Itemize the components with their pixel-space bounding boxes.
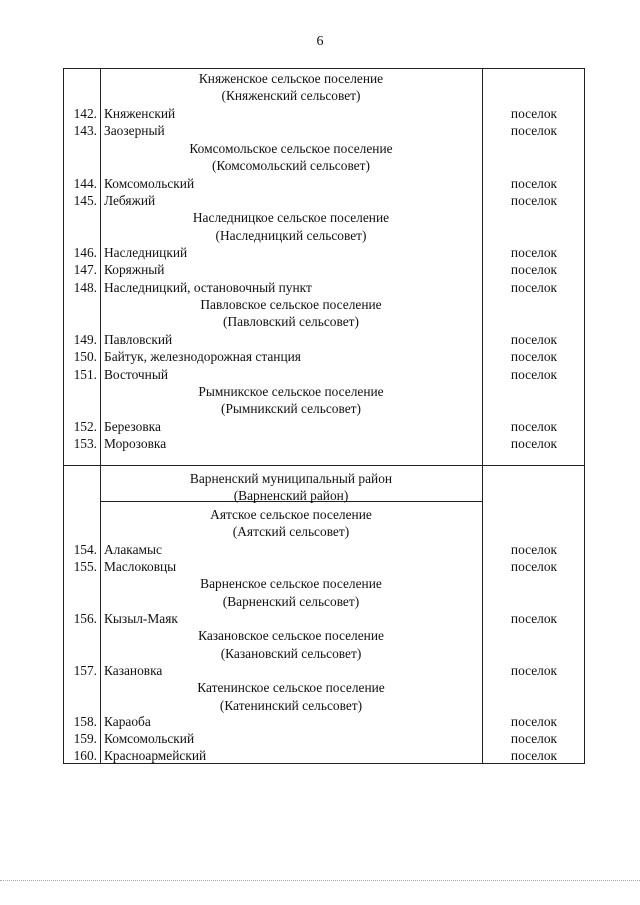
- row-name: Наследницкий: [104, 245, 188, 260]
- settlement-heading: Варненское сельское поселение: [200, 576, 382, 591]
- table-row: [0, 175, 640, 192]
- settlement-subheading: (Аятский сельсовет): [232, 524, 350, 539]
- row-type: поселок: [510, 542, 558, 557]
- table-row: [0, 105, 640, 122]
- settlement-heading: Наследницкое сельское поселение: [192, 210, 390, 225]
- row-number: 143.: [73, 123, 97, 138]
- table-row: [0, 192, 640, 209]
- row-type: поселок: [510, 349, 558, 364]
- settlement-subheading: (Княженский сельсовет): [221, 88, 361, 103]
- settlement-subheading: (Казановский сельсовет): [220, 646, 362, 661]
- table-row: [0, 279, 640, 296]
- table-row: [0, 348, 640, 365]
- row-type: поселок: [510, 280, 558, 295]
- row-type: поселок: [510, 419, 558, 434]
- district-separator-line: [64, 465, 584, 466]
- row-name: Красноармейский: [104, 748, 207, 763]
- settlement-heading: Павловское сельское поселение: [200, 297, 382, 312]
- row-name: Караоба: [104, 714, 151, 729]
- row-number: 157.: [73, 663, 97, 678]
- settlement-subheading: (Катенинский сельсовет): [219, 698, 363, 713]
- row-number: 158.: [73, 714, 97, 729]
- table-row: [0, 331, 640, 348]
- settlement-subheading: (Варненский сельсовет): [222, 594, 360, 609]
- row-name: Березовка: [104, 419, 161, 434]
- row-number: 144.: [73, 176, 97, 191]
- settlement-heading: Аятское сельское поселение: [210, 507, 372, 522]
- row-name: Восточный: [104, 367, 168, 382]
- row-name: Коряжный: [104, 262, 165, 277]
- table-row: [0, 122, 640, 139]
- table-row: [0, 747, 640, 764]
- row-name: Казановка: [104, 663, 163, 678]
- row-type: поселок: [510, 332, 558, 347]
- settlement-subheading: (Павловский сельсовет): [223, 314, 359, 329]
- row-name: Маслоковцы: [104, 559, 177, 574]
- row-name: Комсомольский: [104, 176, 195, 191]
- row-number: 150.: [73, 349, 97, 364]
- row-type: поселок: [510, 106, 558, 121]
- row-name: Павловский: [104, 332, 173, 347]
- row-type: поселок: [510, 262, 558, 277]
- row-number: 153.: [73, 436, 97, 451]
- row-name: Заозерный: [104, 123, 165, 138]
- row-number: 145.: [73, 193, 97, 208]
- district-subheading: (Варненский район): [233, 488, 349, 503]
- row-number: 160.: [73, 748, 97, 763]
- row-number: 151.: [73, 367, 97, 382]
- row-number: 159.: [73, 731, 97, 746]
- district-heading: Варненский муниципальный район: [189, 471, 393, 486]
- table-row: [0, 541, 640, 558]
- table-row: [0, 261, 640, 278]
- row-number: 142.: [73, 106, 97, 121]
- row-number: 152.: [73, 419, 97, 434]
- row-number: 146.: [73, 245, 97, 260]
- row-type: поселок: [510, 731, 558, 746]
- row-type: поселок: [510, 367, 558, 382]
- row-number: 149.: [73, 332, 97, 347]
- row-number: 156.: [73, 611, 97, 626]
- row-type: поселок: [510, 714, 558, 729]
- row-number: 148.: [73, 280, 97, 295]
- row-type: поселок: [510, 611, 558, 626]
- settlement-heading: Казановское сельское поселение: [198, 628, 384, 643]
- table-row: [0, 435, 640, 452]
- row-name: Алакамыс: [104, 542, 162, 557]
- settlement-subheading: (Наследницкий сельсовет): [215, 228, 367, 243]
- row-name: Байтук, железнодорожная станция: [104, 349, 301, 364]
- row-type: поселок: [510, 559, 558, 574]
- row-number: 154.: [73, 542, 97, 557]
- table-row: [0, 244, 640, 261]
- row-number: 147.: [73, 262, 97, 277]
- table-row: [0, 730, 640, 747]
- settlement-heading: Комсомольское сельское поселение: [189, 141, 393, 156]
- row-type: поселок: [510, 176, 558, 191]
- settlement-subheading: (Рымникский сельсовет): [221, 401, 361, 416]
- row-name: Морозовка: [104, 436, 167, 451]
- row-name: Лебяжий: [104, 193, 156, 208]
- row-name: Наследницкий, остановочный пункт: [104, 280, 312, 295]
- table-row: [0, 610, 640, 627]
- row-name: Княженский: [104, 106, 176, 121]
- row-type: поселок: [510, 123, 558, 138]
- page-number: 6: [316, 34, 324, 49]
- table-row: [0, 366, 640, 383]
- settlement-heading: Катенинское сельское поселение: [197, 680, 385, 695]
- row-type: поселок: [510, 245, 558, 260]
- bottom-scan-edge: [0, 880, 640, 881]
- row-type: поселок: [510, 193, 558, 208]
- table-row: [0, 418, 640, 435]
- row-name: Кызыл-Маяк: [104, 611, 178, 626]
- table-row: [0, 713, 640, 730]
- settlement-subheading: (Комсомольский сельсовет): [212, 158, 370, 173]
- row-type: поселок: [510, 748, 558, 763]
- type-column-divider: [482, 69, 483, 763]
- row-number: 155.: [73, 559, 97, 574]
- settlement-heading: Княженское сельское поселение: [198, 71, 384, 86]
- table-row: [0, 662, 640, 679]
- table-row: [0, 558, 640, 575]
- row-name: Комсомольский: [104, 731, 195, 746]
- row-type: поселок: [510, 436, 558, 451]
- settlement-heading: Рымникское сельское поселение: [198, 384, 384, 399]
- row-type: поселок: [510, 663, 558, 678]
